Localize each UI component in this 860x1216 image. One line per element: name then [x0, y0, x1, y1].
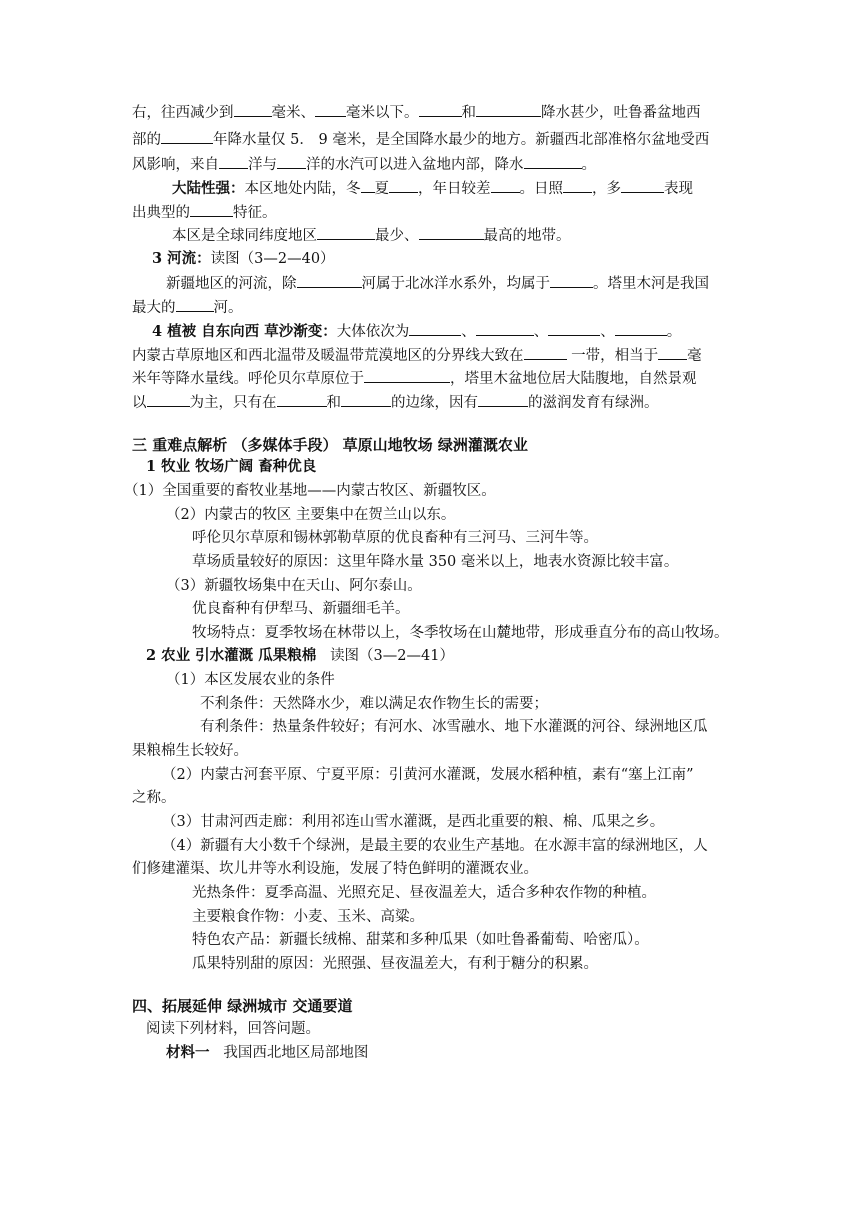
text-line: （2）内蒙古的牧区 主要集中在贺兰山以东。 — [166, 507, 456, 523]
answer-blank[interactable] — [176, 297, 214, 312]
answer-blank[interactable] — [364, 368, 450, 383]
text-line: 右，往西减少到 毫米、 毫米以下。 和 降水甚少，吐鲁番盆地西 — [132, 102, 701, 124]
answer-blank[interactable] — [476, 321, 534, 336]
answer-blank[interactable] — [219, 154, 248, 169]
answer-blank[interactable] — [315, 102, 346, 117]
text-line: 以 为主，只有在 和 的边缘，因有 的滋润发育有绿洲。 — [132, 392, 659, 414]
text-line: 4 植被 自东向西 草沙渐变：大体依次为 、 、 、 。 — [152, 323, 682, 340]
material-label: 材料一 — [166, 1044, 210, 1061]
section-heading: 四、拓展延伸 绿洲城市 交通要道 — [132, 997, 353, 1015]
paragraph-heading: 大陆性强： — [172, 180, 245, 197]
answer-blank[interactable] — [548, 321, 600, 336]
text-line: 呼伦贝尔草原和锡林郭勒草原的优良畜种有三河马、三河牛等。 — [192, 530, 598, 546]
text-line: 们修建灌渠、坎儿井等水利设施，发展了特色鲜明的灌溉农业。 — [132, 861, 538, 877]
text-line: 光热条件：夏季高温、光照充足、昼夜温差大，适合多种农作物的种植。 — [192, 885, 656, 901]
answer-blank[interactable] — [317, 225, 375, 240]
answer-blank[interactable] — [297, 273, 362, 288]
text-line: 风影响，来自 洋与 洋的水汽可以进入盆地内部，降水 。 — [132, 154, 596, 176]
text-line: 本区是全球同纬度地区 最少、 最高的地带。 — [172, 225, 571, 247]
answer-blank[interactable] — [615, 321, 667, 336]
answer-blank[interactable] — [190, 202, 233, 217]
text-line: （4）新疆有大小数千个绿洲，是最主要的农业生产基地。在水源丰富的绿洲地区，人 — [162, 838, 708, 854]
subsection-heading: 1 牧业 牧场广阔 畜种优良 — [146, 458, 317, 475]
text-line: 有利条件：热量条件较好；有河水、冰雪融水、地下水灌溉的河谷、绿洲地区瓜 — [200, 719, 708, 735]
answer-blank[interactable] — [361, 178, 375, 193]
section-heading: 三 重难点解析 （多媒体手段） 草原山地牧场 绿洲灌溉农业 — [132, 436, 528, 454]
text-line: 草场质量较好的原因：这里年降水量 350 毫米以上，地表水资源比较丰富。 — [192, 554, 679, 570]
subsection-heading: 2 农业 引水灌溉 瓜果粮棉 — [146, 647, 317, 664]
text-line: （2）内蒙古河套平原、宁夏平原：引黄河水灌溉，发展水稻种植，素有“塞上江南” — [162, 767, 694, 783]
answer-blank[interactable] — [277, 154, 306, 169]
answer-blank[interactable] — [658, 345, 687, 360]
text-line: 特色农产品：新疆长绒棉、甜菜和多种瓜果（如吐鲁番葡萄、哈密瓜）。 — [192, 932, 649, 948]
answer-blank[interactable] — [161, 129, 213, 144]
answer-blank[interactable] — [277, 392, 327, 407]
text-line: 瓜果特别甜的原因：光照强、昼夜温差大，有利于糖分的积累。 — [192, 956, 598, 972]
answer-blank[interactable] — [524, 345, 567, 360]
answer-blank[interactable] — [389, 178, 418, 193]
answer-blank[interactable] — [491, 178, 520, 193]
answer-blank[interactable] — [419, 225, 484, 240]
text-line: 2 农业 引水灌溉 瓜果粮棉 读图（3—2—41） — [146, 647, 454, 664]
text-line: 部的 年降水量仅 5． 9 毫米，是全国降水最少的地方。新疆西北部准格尔盆地受西 — [132, 129, 709, 151]
text-line: 之称。 — [132, 790, 176, 806]
text-line: 材料一 我国西北地区局部地图 — [166, 1044, 369, 1061]
text-line: （1）本区发展农业的条件 — [166, 672, 335, 688]
text-line: 不利条件：天然降水少，难以满足农作物生长的需要； — [200, 696, 548, 712]
answer-blank[interactable] — [621, 178, 664, 193]
text-line: 大陆性强：本区地处内陆，冬 夏 ，年日较差 。日照 ，多 表现 — [172, 180, 693, 197]
text-line: 牧场特点：夏季牧场在林带以上，冬季牧场在山麓地带，形成垂直分布的高山牧场。 — [192, 625, 729, 641]
text-line: 内蒙古草原地区和西北温带及暖温带荒漠地区的分界线大致在 一带，相当于 毫 — [132, 345, 702, 367]
answer-blank[interactable] — [550, 273, 593, 288]
text-line: 最大的 河。 — [132, 297, 243, 319]
answer-blank[interactable] — [419, 102, 462, 117]
text-line: 阅读下列材料，回答问题。 — [146, 1021, 320, 1037]
text-line: 3 河流：读图（3—2—40） — [152, 250, 335, 267]
text-line: 米年等降水量线。呼伦贝尔草原位于 ，塔里木盆地位居大陆腹地，自然景观 — [132, 368, 697, 390]
text-line: 优良畜种有伊犁马、新疆细毛羊。 — [192, 601, 410, 617]
paragraph-heading: 3 河流： — [152, 250, 211, 267]
answer-blank[interactable] — [476, 102, 541, 117]
text-line: 果粮棉生长较好。 — [132, 743, 248, 759]
text-line: 主要粮食作物：小麦、玉米、高粱。 — [192, 909, 424, 925]
answer-blank[interactable] — [524, 154, 582, 169]
answer-blank[interactable] — [147, 392, 190, 407]
answer-blank[interactable] — [341, 392, 391, 407]
answer-blank[interactable] — [478, 392, 528, 407]
text-line: （3）新疆牧场集中在天山、阿尔泰山。 — [166, 578, 422, 594]
paragraph-heading: 4 植被 自东向西 草沙渐变： — [152, 323, 337, 340]
answer-blank[interactable] — [234, 102, 272, 117]
answer-blank[interactable] — [409, 321, 461, 336]
text-line: （3）甘肃河西走廊：利用祁连山雪水灌溉，是西北重要的粮、棉、瓜果之乡。 — [162, 814, 665, 830]
text-line: （1）全国重要的畜牧业基地——内蒙古牧区、新疆牧区。 — [124, 483, 496, 499]
text-line: 新疆地区的河流，除 河属于北冰洋水系外，均属于 。塔里木河是我国 — [166, 273, 709, 295]
text-line: 出典型的 特征。 — [132, 202, 277, 224]
answer-blank[interactable] — [563, 178, 592, 193]
